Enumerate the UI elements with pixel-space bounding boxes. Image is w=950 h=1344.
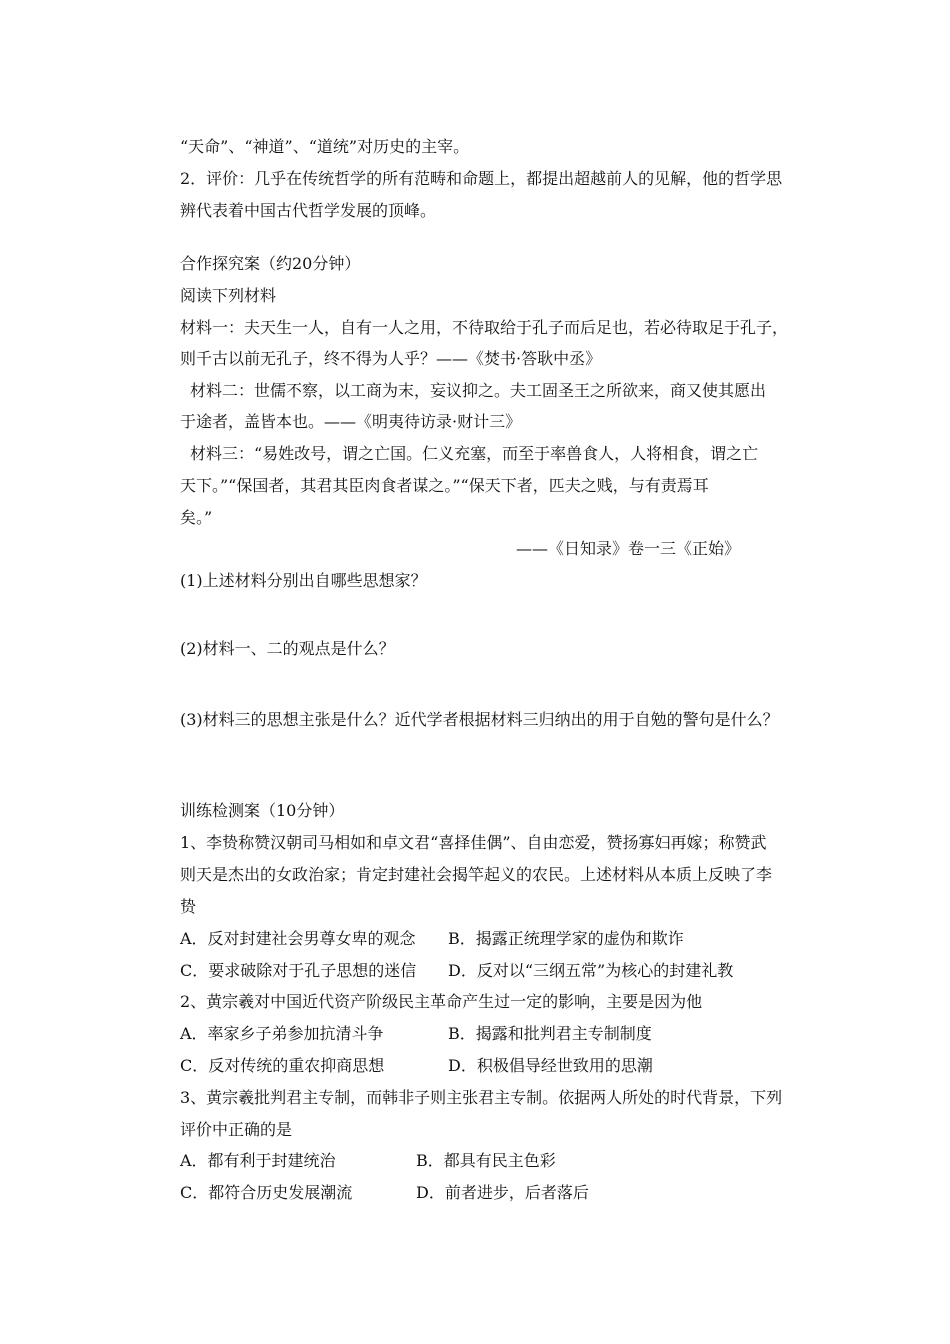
material-1-line-2: 则千古以前无孔子，终不得为人乎？——《焚书·答耿中丞》 [180,349,602,368]
test-q2-option-b: B．揭露和批判君主专制制度 [448,1024,652,1043]
test-q1-option-a: A．反对封建社会男尊女卑的观念 [180,929,416,948]
test-q3-line-2: 评价中正确的是 [180,1120,293,1139]
material-2-line-1: 材料二：世儒不察，以工商为末，妄议抑之。夫工固圣王之所欲来，商又使其愿出 [190,381,767,400]
material-3-line-3: 矣。” [180,508,213,527]
material-2-line-2: 于途者，盖皆本也。——《明夷待访录·财计三》 [180,412,522,431]
test-heading: 训练检测案（10分钟） [180,801,345,820]
test-q2-line-1: 2、黄宗羲对中国近代资产阶级民主革命产生过一定的影响，主要是因为他 [180,992,703,1011]
test-q1-option-b: B．揭露正统理学家的虚伪和欺诈 [448,929,684,948]
evaluation-line-1: 2．评价：几乎在传统哲学的所有范畴和命题上，都提出超越前人的见解，他的哲学思 [180,169,783,188]
test-q1-option-d: D．反对以“三纲五常”为核心的封建礼教 [448,961,734,980]
inquiry-instruction: 阅读下列材料 [180,286,277,305]
intro-line-1: “天命”、“神道”、“道统”对历史的主宰。 [180,137,470,156]
inquiry-heading: 合作探究案（约20分钟） [180,254,361,273]
evaluation-line-2: 辨代表着中国古代哲学发展的顶峰。 [180,201,437,220]
test-q2-option-a: A．率家乡子弟参加抗清斗争 [180,1024,384,1043]
inquiry-question-1: (1)上述材料分别出自哪些思想家？ [180,571,427,590]
test-q2-option-c: C．反对传统的重农抑商思想 [180,1056,385,1075]
test-q1-option-c: C．要求破除对于孔子思想的迷信 [180,961,417,980]
test-q2-option-d: D．积极倡导经世致用的思潮 [448,1056,653,1075]
material-3-line-1: 材料三：“易姓改号，谓之亡国。仁义充塞，而至于率兽食人，人将相食，谓之亡 [190,444,759,463]
material-1-line-1: 材料一：夫天生一人，自有一人之用，不待取给于孔子而后足也，若必待取足于孔子， [180,318,789,337]
test-q3-option-a: A．都有利于封建统治 [180,1151,336,1170]
test-q1-line-3: 贽 [180,897,197,916]
test-q3-option-c: C．都符合历史发展潮流 [180,1183,353,1202]
test-q3-option-b: B．都具有民主色彩 [416,1151,556,1170]
test-q1-line-2: 则天是杰出的女政治家；肯定封建社会揭竿起义的农民。上述材料从本质上反映了李 [180,865,773,884]
inquiry-question-3: (3)材料三的思想主张是什么？近代学者根据材料三归纳出的用于自勉的警句是什么？ [180,710,779,729]
material-3-line-2: 天下。”“保国者，其君其臣肉食者谋之。”“保天下者，匹夫之贱，与有责焉耳 [180,476,709,495]
material-3-source: ——《日知录》卷一三《正始》 [516,539,741,558]
test-q3-line-1: 3、黄宗羲批判君主专制，而韩非子则主张君主专制。依据两人所处的时代背景，下列 [180,1088,783,1107]
test-q1-line-1: 1、李贽称赞汉朝司马相如和卓文君“喜择佳偶”、自由恋爱，赞扬寡妇再嫁；称赞武 [180,833,767,852]
inquiry-question-2: (2)材料一、二的观点是什么？ [180,639,395,658]
test-q3-option-d: D．前者进步，后者落后 [416,1183,589,1202]
